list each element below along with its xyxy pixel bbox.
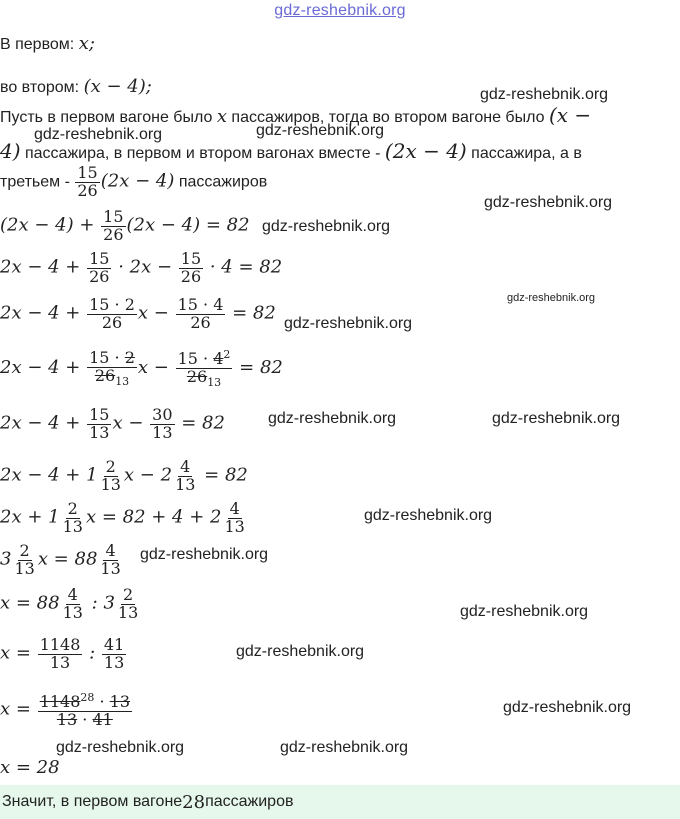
fraction-numerator: 4 [105,541,116,560]
fraction-numerator: 2 [19,541,30,560]
fraction [150,407,174,442]
fraction-denominator: 26 [101,312,123,332]
watermark-text: gdz-reshebnik.org [256,122,385,139]
reduced-number: 13 [207,375,222,389]
expr-part: · 4 = 82 [204,256,283,278]
paragraph-text: пассажиров, тогда во втором вагоне было [226,109,549,126]
fraction [75,165,99,200]
paragraph-expr: (x − [548,103,592,127]
top-watermark-link[interactable]: gdz-reshebnik.org [274,2,406,19]
fraction [38,637,83,672]
fraction-denominator: 26 [89,266,110,286]
fraction-numerator: 2 [67,499,78,518]
watermark-text: gdz-reshebnik.org [492,410,621,427]
fraction-numerator: 30 [152,405,173,424]
watermark-text: gdz-reshebnik.org [268,410,397,427]
fraction [176,297,226,332]
equation-step-5 [0,407,225,442]
fraction [173,459,197,494]
fraction-denominator: 13 [152,422,173,442]
struck-number: 41 [92,709,113,729]
fraction-numerator: 15 [77,163,98,182]
expr-part: x − 2 [123,464,173,486]
struck-number: 26 [186,366,208,386]
first-label: В первом: [0,36,75,53]
watermark-text: gdz-reshebnik.org [284,315,413,332]
fraction-numerator: 1148 [39,635,81,654]
paragraph-expr: 4) [0,139,21,163]
expr-part: 2x − 4 + 1 [0,464,98,486]
paragraph-var: x [216,106,227,127]
fraction-denominator: 26 [77,180,98,200]
fraction-denominator: 13 [49,652,71,672]
answer-text: пассажиров [205,793,294,810]
fraction-denominator: 13 [100,474,121,494]
equation-step-12 [0,757,60,778]
expr-part: (2x − 4) + [0,214,101,236]
fraction [87,251,111,286]
fraction [101,209,125,244]
fraction-denominator: 13 [62,516,83,536]
fraction-denominator: 13 [89,422,110,442]
equation-step-2 [0,251,282,286]
expr-part: · 2x − [112,256,178,278]
fraction-numerator: 4 [180,457,191,476]
watermark-text: gdz-reshebnik.org [280,739,409,756]
watermark-text: gdz-reshebnik.org [56,739,185,756]
struck-number: 13 [109,692,131,711]
equation-step-4 [0,349,283,388]
watermark-text: gdz-reshebnik.org [262,218,391,235]
expr-part: x = 88 [0,592,60,614]
fraction-denominator: 26 [190,312,211,332]
equation-step-7 [0,501,248,536]
fraction [102,637,126,672]
equation-step-1 [0,209,250,244]
expr-part: x = 28 [0,757,60,778]
fraction [223,501,247,536]
struck-number: 2 [124,348,135,367]
expr-part: 3 [0,548,12,570]
fraction [116,587,140,622]
reduced-number: 28 [80,691,95,704]
fraction-numerator: 15 [89,249,110,268]
expr-part: 2x − 4 + [0,412,87,434]
watermark-text: gdz-reshebnik.org [507,292,596,304]
second-label: во втором: [0,79,80,96]
fraction [176,349,233,388]
struck-number: 1148 [39,692,81,711]
fraction [87,350,137,387]
reduced-number: 13 [115,374,130,388]
expr-part: 2x − 4 + [0,356,87,378]
watermark-text: gdz-reshebnik.org [34,126,163,143]
numerator-text: · [94,692,110,711]
paragraph-expr: (2x − 4) [100,170,175,192]
fraction-denominator: 13 [175,474,196,494]
fraction-denominator: 13 [14,558,35,578]
watermark-text: gdz-reshebnik.org [364,507,493,524]
fraction [179,251,203,286]
paragraph-text: пассажира, а в [466,145,582,162]
expr-part: x − [137,302,175,324]
fraction-denominator: 26 [103,224,124,244]
watermark-text: gdz-reshebnik.org [503,699,632,716]
paragraph-text: Пусть в первом вагоне было [0,109,217,126]
fraction-numerator: 4 [229,499,240,518]
fraction [61,501,85,536]
equation-step-8 [0,543,124,578]
fraction-numerator: 15 [180,249,202,268]
equation-step-3 [0,297,276,332]
expr-part: x = 82 + 4 + 2 [85,506,222,528]
fraction-numerator: 2 [105,457,116,476]
struck-number: 13 [56,709,78,729]
intro-second-line [0,76,152,97]
fraction [98,543,122,578]
expr-part: : 3 [85,592,115,614]
expr-part: = 82 [233,356,283,378]
fraction-denominator: 13 [224,516,245,536]
fraction-denominator [55,709,115,729]
expr-part: 2x + 1 [0,506,60,528]
expr-part: x = [0,698,37,720]
equation-step-11 [0,692,133,729]
fraction-denominator: 13 [100,558,121,578]
fraction [38,692,132,729]
paragraph-text: третьем - [0,173,75,191]
fraction-numerator: 4 [67,585,78,604]
expr-part: x − [112,412,150,434]
fraction-numerator: 15 · 2 [89,295,135,314]
numerator-text: 15 · [177,349,214,368]
paragraph-expr: (2x − 4) [384,139,467,163]
expr-part: x − [137,356,175,378]
paragraph-text: пассажиров [174,173,268,191]
equation-step-6 [0,459,248,494]
expr-part: x = [0,642,37,664]
fraction [99,459,123,494]
expr-part: (2x − 4) = 82 [126,214,250,236]
expr-part: 2x − 4 + [0,256,87,278]
paragraph-text: пассажира, в первом и втором вагонах вместе - [20,145,385,162]
fraction-numerator: 41 [103,635,125,654]
reduced-number: 2 [223,348,231,361]
second-expr: (x − 4); [83,76,152,97]
fraction-denominator [185,366,223,389]
expr-part: = 82 [198,464,248,486]
fraction-denominator: 26 [180,266,202,286]
fraction [87,407,111,442]
equation-step-10 [0,637,127,672]
fraction-numerator: 15 · 4 [177,295,224,314]
numerator-text: 15 · [89,348,125,367]
paragraph-line-3 [0,165,267,200]
fraction-denominator: 13 [103,652,125,672]
answer-number: 28 [182,791,206,813]
fraction-denominator [93,365,131,388]
watermark-text: gdz-reshebnik.org [460,603,589,620]
denominator-text: · [77,709,93,729]
watermark-text: gdz-reshebnik.org [140,546,269,563]
fraction [12,543,36,578]
expr-part: = 82 [175,412,225,434]
expr-part: x = 88 [37,548,98,570]
fraction-numerator: 15 [89,405,110,424]
fraction [61,587,85,622]
expr-part: 2x − 4 + [0,302,87,324]
fraction-denominator: 13 [62,602,83,622]
fraction-numerator: 15 [103,207,124,226]
struck-number: 26 [94,365,116,385]
intro-first-line [0,33,95,54]
fraction-numerator: 2 [123,585,134,604]
fraction [87,297,137,332]
watermark-text: gdz-reshebnik.org [236,643,365,660]
fraction-denominator: 13 [117,602,139,622]
answer-banner [0,785,680,819]
answer-text: Значит, в первом вагоне [2,793,183,810]
expr-part: = 82 [226,302,276,324]
watermark-text: gdz-reshebnik.org [484,194,613,211]
first-var: x; [78,33,95,54]
watermark-text: gdz-reshebnik.org [480,86,609,103]
equation-step-9 [0,587,141,622]
expr-part: : [83,642,101,664]
struck-number: 4 [213,349,224,368]
